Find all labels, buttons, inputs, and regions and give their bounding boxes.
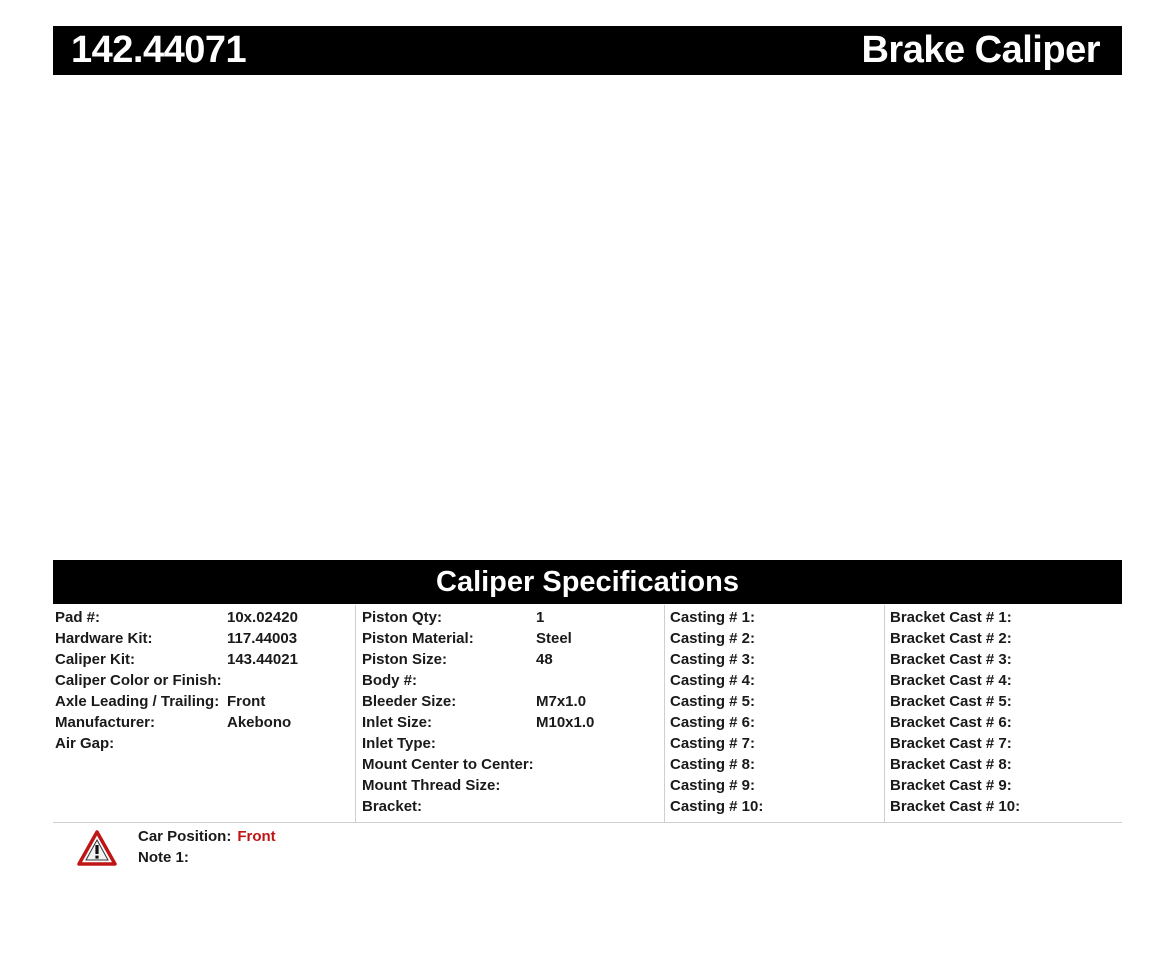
spec-value: 1 [536, 609, 545, 626]
spec-column-1 [53, 605, 355, 822]
spec-value: Front [227, 693, 266, 710]
spec-row [885, 691, 1122, 712]
spec-row [356, 796, 664, 817]
spec-row [665, 649, 884, 670]
spec-label: Casting # 9: [670, 777, 756, 794]
spec-label: Bracket Cast # 1: [890, 609, 1012, 626]
spec-label: Bracket: [362, 798, 423, 815]
spec-value: M7x1.0 [536, 693, 587, 710]
spec-label: Piston Size: [362, 651, 448, 668]
spec-row [885, 628, 1122, 649]
spec-label: Bracket Cast # 4: [890, 672, 1012, 689]
spec-row [53, 649, 355, 670]
spec-label: Caliper Color or Finish: [55, 672, 222, 689]
spec-row [665, 733, 884, 754]
warning-triangle-icon [77, 830, 117, 866]
title-bar [53, 26, 1122, 75]
spec-row [885, 733, 1122, 754]
spec-label: Bracket Cast # 8: [890, 756, 1012, 773]
spec-label: Inlet Type: [362, 735, 436, 752]
specs-title: Caliper Specifications [436, 565, 739, 598]
spec-column-3 [664, 605, 884, 822]
part-number: 142.44071 [71, 29, 247, 71]
spec-label: Axle Leading / Trailing: [55, 693, 220, 710]
spec-label: Bracket Cast # 10: [890, 798, 1021, 815]
spec-label: Bracket Cast # 5: [890, 693, 1012, 710]
spec-value: M10x1.0 [536, 714, 595, 731]
spec-column-2 [355, 605, 664, 822]
spec-row [665, 796, 884, 817]
spec-row [53, 691, 355, 712]
specs-title-bar [53, 560, 1122, 604]
spec-row [885, 649, 1122, 670]
product-image-area [53, 80, 1122, 550]
note1-row [138, 847, 195, 868]
spec-row [356, 607, 664, 628]
spec-value: 117.44003 [227, 630, 298, 647]
spec-row [665, 691, 884, 712]
spec-row [53, 712, 355, 733]
note1-label: Note 1: [138, 849, 189, 866]
spec-value: 48 [536, 651, 553, 668]
spec-label: Bracket Cast # 7: [890, 735, 1012, 752]
car-position-value: Front [237, 828, 276, 845]
spec-label: Casting # 10: [670, 798, 764, 815]
spec-row [665, 607, 884, 628]
spec-label: Casting # 5: [670, 693, 756, 710]
spec-value: 10x.02420 [227, 609, 298, 626]
spec-label: Body #: [362, 672, 418, 689]
spec-label: Bracket Cast # 3: [890, 651, 1012, 668]
spec-label: Mount Thread Size: [362, 777, 501, 794]
spec-label: Bracket Cast # 6: [890, 714, 1012, 731]
spec-label: Casting # 2: [670, 630, 756, 647]
spec-label: Piston Qty: [362, 609, 443, 626]
spec-row [885, 607, 1122, 628]
car-position-label: Car Position: [138, 828, 232, 845]
spec-label: Casting # 3: [670, 651, 756, 668]
spec-row [885, 796, 1122, 817]
spec-row [53, 628, 355, 649]
spec-label: Casting # 8: [670, 756, 756, 773]
spec-label: Hardware Kit: [55, 630, 153, 647]
specs-grid [53, 605, 1122, 823]
spec-row [356, 712, 664, 733]
spec-label: Casting # 1: [670, 609, 756, 626]
spec-row [885, 712, 1122, 733]
spec-row [665, 670, 884, 691]
spec-label: Pad #: [55, 609, 101, 626]
spec-label: Bleeder Size: [362, 693, 457, 710]
product-type: Brake Caliper [861, 29, 1100, 71]
car-position-row [138, 826, 276, 847]
spec-row [885, 754, 1122, 775]
spec-label: Casting # 4: [670, 672, 756, 689]
spec-row [356, 691, 664, 712]
spec-label: Piston Material: [362, 630, 474, 647]
spec-label: Bracket Cast # 9: [890, 777, 1012, 794]
spec-value: Steel [536, 630, 572, 647]
spec-value: Akebono [227, 714, 292, 731]
spec-label: Casting # 6: [670, 714, 756, 731]
spec-row [885, 775, 1122, 796]
spec-label: Inlet Size: [362, 714, 433, 731]
spec-row [356, 628, 664, 649]
spec-row [665, 712, 884, 733]
spec-row [53, 733, 355, 754]
spec-label: Mount Center to Center: [362, 756, 534, 773]
spec-label: Air Gap: [55, 735, 115, 752]
spec-row [356, 754, 664, 775]
spec-row [356, 775, 664, 796]
spec-row [665, 775, 884, 796]
spec-row [53, 670, 355, 691]
spec-label: Casting # 7: [670, 735, 756, 752]
spec-row [356, 649, 664, 670]
spec-row [665, 754, 884, 775]
spec-value: 143.44021 [227, 651, 298, 668]
spec-row [356, 733, 664, 754]
notes-section [53, 824, 1122, 884]
spec-row [53, 607, 355, 628]
spec-column-4 [884, 605, 1122, 822]
spec-row [356, 670, 664, 691]
spec-row [665, 628, 884, 649]
spec-label: Bracket Cast # 2: [890, 630, 1012, 647]
spec-row [885, 670, 1122, 691]
spec-label: Caliper Kit: [55, 651, 136, 668]
spec-label: Manufacturer: [55, 714, 156, 731]
